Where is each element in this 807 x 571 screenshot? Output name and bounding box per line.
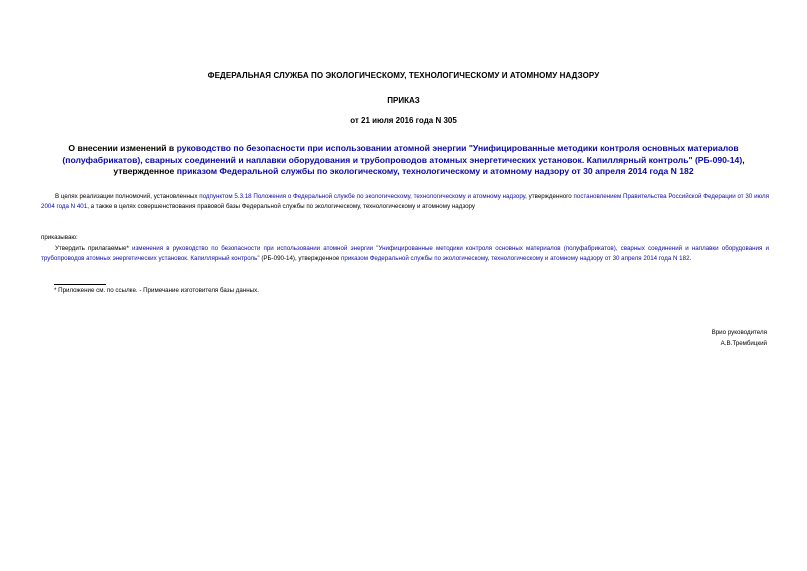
signature-block [712,327,767,349]
agency-title: ФЕДЕРАЛЬНАЯ СЛУЖБА ПО ЭКОЛОГИЧЕСКОМУ, ТЕХНОЛОГИЧЕСКОМУ И АТОМНОМУ НАДЗОРУ [207,71,600,80]
order-word: приказываю: [41,234,78,241]
subject-link-order[interactable]: приказом Федеральной службы по экологическому, технологическому и атомному надзору от 30 апреля 2014 года N 182 [176,166,694,176]
document-subject [48,143,759,178]
footnote: * Приложение см. по ссылке. - Примечание изготовителя базы данных. [54,287,259,294]
subject-link-guideline[interactable]: руководство по безопасности при использовании атомной энергии "Унифицированные методики контроля основных материалов (полуфабрикатов), сварных соединений и наплавки оборудования и трубопроводов атомных энергетических установок. Капиллярный контроль" (РБ-090-14) [62,143,743,165]
preamble-paragraph [41,192,769,212]
document-type: ПРИКАЗ [387,96,420,105]
subject-prefix: О внесении изменений в [68,143,177,153]
order-link-order[interactable]: приказом Федеральной службы по экологическому, технологическому и атомному надзору от 30 апреля 2014 года N 182 [341,255,690,262]
order-link-changes[interactable]: изменения в руководство по безопасности при использовании атомной энергии "Унифицированные методики контроля основных материалов (полуфабрикатов), сварных соединений и наплавки оборудования и трубопроводов атомных энергетических установок. Капиллярный контроль" [41,245,769,262]
document-date-number: от 21 июля 2016 года N 305 [350,116,457,125]
signatory-position: Врио руководителя [711,329,767,336]
preamble-link-regulation[interactable]: подпунктом 5.3.18 Положения о Федеральной службе по экологическому, технологическому и атомному надзору [199,193,526,200]
signatory-name: А.В.Трембицкий [720,340,767,347]
order-paragraph [41,244,769,264]
preamble-text-2: , утвержденного [525,193,574,200]
order-text-3: . [689,255,692,262]
preamble-text-3: , а также в целях совершенствования правовой базы Федеральной службы по экологическому, технологическому и атомному надзору [87,203,476,210]
preamble-text-1: В целях реализации полномочий, установленных [55,193,200,200]
order-text-2: (РБ-090-14), утвержденное [259,255,342,262]
order-text-1: Утвердить прилагаемые* [55,245,133,252]
preamble-link-resolution[interactable]: постановлением Правительства Российской Федерации от 30 июля 2004 года N 401 [41,193,769,210]
subject-middle: , утвержденное [113,154,745,176]
footnote-divider [54,284,106,285]
